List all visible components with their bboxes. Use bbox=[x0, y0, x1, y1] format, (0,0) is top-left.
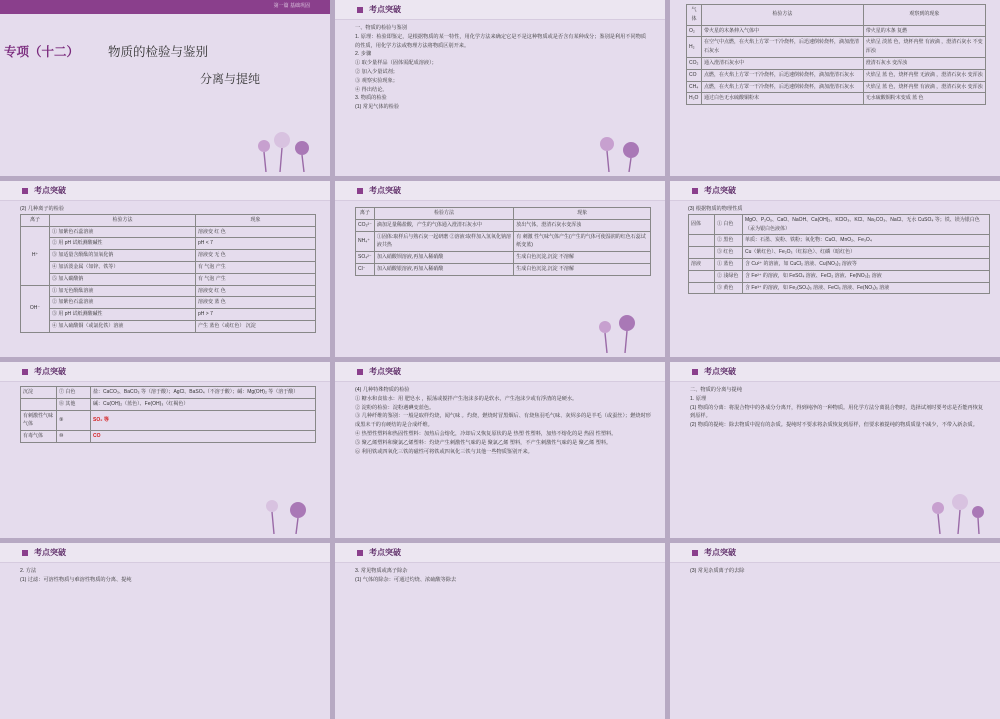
slide-12[interactable] bbox=[670, 543, 1000, 719]
slide-4[interactable] bbox=[0, 181, 330, 357]
slide-caption: 考点突破 bbox=[335, 362, 665, 382]
slide-header: 第一篇 基础巩固 bbox=[273, 3, 310, 9]
slide-2-text: 一、物质的检验与鉴别 1. 原理：检验即鉴定，是根据物质的某一特性，用化学方法来确定它是不是这种物质或是否含有某种成分；鉴别是利用不同物质的性质，用化学方法或物理方法将物质区别开来。 2. 步骤 ① 取少量样品（固体需配成溶液）； ② 加入少量试剂； ③ 观察实验现象； ④ 得出结论。 3. 物质的检验 (1) 常见气体的检验 bbox=[355, 25, 647, 111]
slide-2[interactable] bbox=[335, 0, 665, 176]
ion-test-table-2: 离子 检验方法 现象 CO₃²⁻ 滴加足量稀盐酸，产生的气体通入澄清石灰水中 放出气体，澄清石灰水变浑浊 NH₄⁺ ①固体:取样后与熟石灰一起研磨 ②溶液:取样加入氢氧化钠溶液共热 有 刺激 性气味气体产生(产生的气体可使湿润的红色石蕊试纸变蓝) SO₄²⁻ 加入硝酸钡溶液,再加入稀硝酸 生成白色沉淀,沉淀 不溶解 Cl⁻ 加入硝酸银溶液,再加入稀硝酸 生成白色沉淀,沉淀 不溶解 bbox=[355, 207, 651, 276]
slide-7[interactable] bbox=[0, 362, 330, 538]
slide-6[interactable] bbox=[670, 181, 1000, 357]
slide-caption: 考点突破 bbox=[335, 181, 665, 201]
slide-caption: 考点突破 bbox=[0, 181, 330, 201]
topic-prefix: 专项（十二） bbox=[4, 45, 80, 59]
special-test-text: (4) 几种特殊物质的检验 ① 糖水和食盐水：用 肥皂水 ，振荡或搅拌产生泡沫多的是软水，产生泡沫少或有浮渣的是硬水。 ② 淀粉的检验：淀粉遇碘变蓝色。 ③ 几种纤维的鉴别：一般是取样灼烧，闻气味 。灼烧，燃烧时冒黑烟后、有烧焦羽毛气味、灰烬多的是羊毛（或蚕丝）；燃烧时形成黑未干的有硬结的是合成纤维。 ④ 热塑性塑料和热固性塑料：加热后会熔化，冷却后又恢复原状的是 热塑 性塑料，加热不熔化的是 热固 性塑料。 ⑤ 聚乙烯塑料和聚氯乙烯塑料：灼烧产生刺激性气味的是 聚氯乙烯 塑料，不产生刺激性气味的是 聚乙烯 塑料。 ⑥ 利用铁或四氧化三铁的磁性可将铁或四氧化三铁与其他一些物质鉴别开来。 bbox=[355, 387, 651, 455]
slide-11[interactable] bbox=[335, 543, 665, 719]
ion-removal-text: (3) 常见杂质离子的去除 bbox=[690, 568, 745, 574]
slide-9[interactable] bbox=[670, 362, 1000, 538]
slide-3[interactable] bbox=[670, 0, 1000, 176]
slide-8[interactable] bbox=[335, 362, 665, 538]
precipitate-table: 沉淀 ⑦ 白色 盐：CaCO₃、BaCO₃ 等（溶于酸）；AgCl、BaSO₄（不溶于酸）；碱：Mg(OH)₂ 等（溶于酸） ⑧ 其他 碱：Cu(OH)₂（蓝色）、Fe(OH)₃（红褐色） 有刺激性气味气体 ⑨ SO₂ 等 有毒气体 ⑩ CO bbox=[20, 386, 316, 443]
slide-caption: 考点突破 bbox=[670, 181, 1000, 201]
slide-caption: 考点突破 bbox=[670, 362, 1000, 382]
gas-test-table: 气体 检验方法 观察到的现象 O₂ 带火星的木条伸入气体中 带火星的木条 复燃 H₂ 在空气中点燃，在火焰上方罩一干冷烧杯，后迅速倒转烧杯，滴加澄清石灰水 火焰呈 淡蓝 色，烧杯内壁 有液滴 ，澄清石灰水 不变浑浊 CO₂ 通入澄清石灰水中 澄清石灰水 变浑浊 CO 点燃，在火焰上方罩一干冷烧杯，后迅速倒转烧杯，滴加澄清石灰水 火焰呈 蓝 色，烧杯内壁 无液滴 ，澄清石灰水 变浑浊 CH₄ 点燃，在火焰上方罩一干冷烧杯，后迅速倒转烧杯，滴加澄清石灰水 火焰呈 蓝 色，烧杯内壁 有液滴 ，澄清石灰水 变浑浊 H₂O 通过白色无水硫酸铜粉末 无水硫酸铜粉末变成 蓝 色 bbox=[686, 4, 986, 105]
slide-10[interactable] bbox=[0, 543, 330, 719]
slide-1-topbar bbox=[0, 0, 330, 14]
flower-decoration bbox=[587, 307, 657, 353]
topic-title: 物质的检验与鉴别 bbox=[108, 45, 209, 59]
slide-caption: 考点突破 bbox=[670, 543, 1000, 563]
impurity-text: 3. 常见物质或离子除杂 (1) 气体的除杂：可通过灼烧、浓硫酸等除去 bbox=[355, 568, 457, 583]
ion-test-table: (2) 几种离子的检验 离子 检验方法 现象 H⁺ ① 加紫色石蕊溶液 溶液变 红 色 ② 用 pH 试纸测酸碱性 pH < 7 ③ 加适量含酚酞的氢氧化钠 溶液变 无 色 ④ 加活泼金属（如锌、铁等） 有 气泡 产生 ⑤ 加入碳酸钠 有 气泡 产生 OH⁻ ① 加无色酚酞溶液 溶液变 红 色 ② 加紫色石蕊溶液 溶液变 蓝 色 ③ 用 pH 试纸测酸碱性 pH > 7 ④ 加入硫酸铜（或氯化铁）溶液 产生 蓝色（或红色） 沉淀 bbox=[20, 205, 316, 333]
slide-caption: 考点突破 bbox=[0, 543, 330, 563]
slide-1[interactable] bbox=[0, 0, 330, 176]
method-text: 2. 方法 (1) 过滤：可溶性物质与难溶性物质的分离、提纯 bbox=[20, 568, 132, 583]
separation-principle-text: 二、物质的分离与提纯 1. 原理 (1) 物质的分离：将混合物中的各成分分离开，得到纯净的一种物质。用化学方法分离混合物时，选择试剂时要考虑是否能再恢复到原样。 (2) 物质的提纯：除去物质中混有的杂质。提纯时不要求将杂质恢复到原样，但要求被提纯的物质质量不减少，不带入新杂质。 bbox=[690, 387, 984, 429]
slide-caption: 考点突破 bbox=[335, 543, 665, 563]
slide-caption: 考点突破 bbox=[335, 0, 665, 20]
flower-decoration bbox=[252, 488, 322, 534]
slide-caption: 考点突破 bbox=[0, 362, 330, 382]
topic-subtitle: 分离与提纯 bbox=[200, 72, 261, 86]
flower-decoration bbox=[922, 488, 992, 534]
physical-property-table: (3) 根据物质的物理性质 固体 ① 白色 MgO、P₂O₅、CaO、NaOH、Ca(OH)₂、KClO₃、KCl、Na₂CO₃、NaCl、无水 CuSO₄ 等；铁、镁为银白色（汞为银白色液体） ② 黑色 单质：石墨、炭粉、铁粉；氧化物：CuO、MnO₂、Fe₃O₄ ③ 红色 Cu（紫红色）、Fe₂O₃（红棕色）、红磷（暗红色） 溶液 ① 蓝色 含 Cu²⁺ 的溶液，如 CuCl₂ 溶液、Cu(NO₃)₂ 溶液等 ② 浅绿色 含 Fe²⁺ 的溶液，如 FeSO₄ 溶液、FeCl₂ 溶液、Fe(NO₃)₂ 溶液 ③ 黄色 含 Fe³⁺ 的溶液，如 Fe₂(SO₄)₃ 溶液、FeCl₃ 溶液、Fe(NO₃)₃ 溶液 bbox=[688, 205, 990, 294]
flower-decoration bbox=[587, 126, 657, 172]
flower-decoration bbox=[252, 126, 322, 172]
slide-5[interactable] bbox=[335, 181, 665, 357]
